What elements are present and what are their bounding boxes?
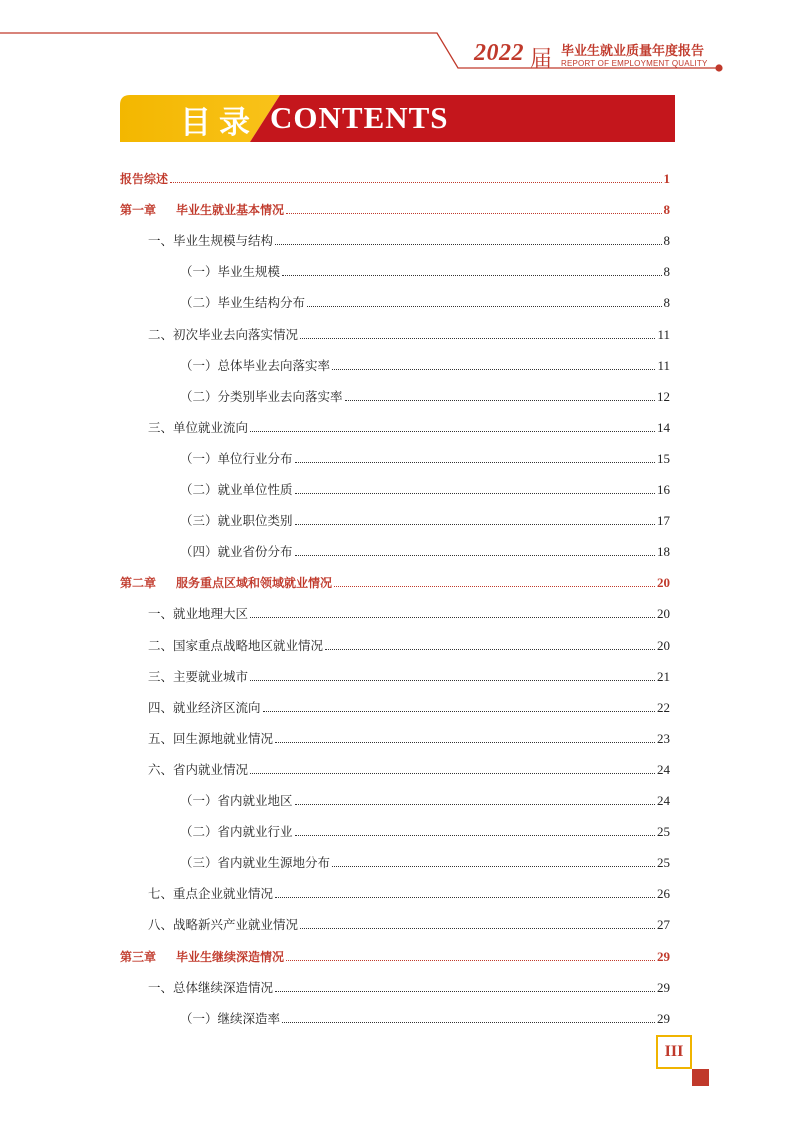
toc-dot-leader — [250, 680, 655, 681]
toc-entry[interactable] — [148, 323, 670, 343]
toc-entry-label — [180, 1011, 280, 1027]
toc-entry-label — [148, 606, 248, 622]
toc-entry-label — [120, 575, 332, 591]
header-title-cn: 毕业生就业质量年度报告 — [561, 44, 705, 59]
toc-page-number: 29 — [657, 979, 670, 995]
toc-page-number: 24 — [657, 761, 670, 777]
toc-entry-title: （一）毕业生规模 — [180, 264, 281, 280]
toc-page-number: 17 — [657, 513, 670, 529]
toc-dot-leader — [282, 275, 661, 276]
toc-entry[interactable] — [180, 851, 670, 871]
toc-page-number: 20 — [657, 606, 670, 622]
toc-page-number: 16 — [657, 482, 670, 497]
toc-dot-leader — [170, 182, 661, 183]
toc-page-number: 23 — [657, 730, 670, 746]
toc-dot-leader — [275, 897, 655, 898]
toc-entry-title: 一、毕业生规模与结构 — [148, 233, 274, 249]
toc-entry-title: 五、回生源地就业情况 — [148, 730, 274, 746]
toc-entry-title: （一）总体毕业去向落实率 — [180, 357, 331, 373]
toc-page-number: 22 — [657, 699, 670, 715]
toc-dot-leader — [275, 991, 655, 992]
toc-entry[interactable] — [120, 198, 670, 218]
toc-entry-label — [148, 886, 273, 902]
toc-entry-title: 八、战略新兴产业就业情况 — [148, 917, 299, 933]
toc-entry-label — [180, 264, 280, 280]
toc-entry[interactable] — [180, 1007, 670, 1027]
toc-entry[interactable] — [148, 229, 670, 249]
toc-dot-leader — [295, 835, 655, 836]
toc-entry-title: 六、省内就业情况 — [148, 761, 249, 777]
toc-page-number: 11 — [657, 326, 670, 342]
toc-dot-leader — [250, 431, 655, 432]
toc-page-number: 8 — [663, 295, 670, 311]
toc-entry-title: （二）分类别毕业去向落实率 — [180, 388, 343, 404]
toc-entry[interactable] — [148, 913, 670, 933]
toc-page-number: 8 — [663, 202, 670, 218]
toc-entry-label — [180, 451, 293, 467]
toc-entry[interactable] — [148, 696, 670, 716]
toc-dot-leader — [295, 493, 655, 494]
toc-entry[interactable] — [180, 447, 670, 467]
banner-title-en: CONTENTS — [270, 100, 449, 135]
toc-entry[interactable] — [180, 478, 670, 498]
toc-page-number: 8 — [663, 264, 670, 280]
toc-entry-label — [120, 202, 284, 218]
toc-entry-label — [180, 855, 330, 871]
toc-dot-leader — [300, 928, 655, 929]
toc-page-number: 20 — [657, 637, 670, 653]
toc-entry-label — [180, 482, 293, 498]
toc-entry[interactable] — [180, 291, 670, 311]
toc-page-number: 14 — [657, 419, 670, 435]
toc-entry[interactable] — [148, 976, 670, 996]
toc-entry-label — [148, 762, 248, 778]
header-title-en: REPORT OF EMPLOYMENT QUALITY — [561, 59, 708, 68]
banner-title-cn: 目录 — [180, 105, 258, 141]
toc-entry-label — [148, 327, 298, 343]
toc-entry-label — [180, 513, 293, 529]
toc-page-number: 25 — [657, 855, 670, 871]
toc-dot-leader — [275, 244, 661, 245]
toc-entry[interactable] — [180, 509, 670, 529]
toc-entry-title: （三）就业职位类别 — [180, 513, 293, 529]
toc-dot-leader — [250, 617, 655, 618]
toc-entry-title: （二）就业单位性质 — [180, 482, 293, 497]
toc-entry-label — [180, 793, 293, 809]
toc-chapter-number: 第二章 — [120, 576, 157, 591]
toc-entry[interactable] — [148, 416, 670, 436]
header-year: 2022 — [474, 40, 524, 66]
toc-page-number: 26 — [657, 886, 670, 902]
footer-square-decoration — [692, 1069, 709, 1086]
toc-page-number: 12 — [657, 388, 670, 404]
page-number-box — [656, 1035, 692, 1069]
toc-dot-leader — [332, 369, 655, 370]
toc-dot-leader — [263, 711, 655, 712]
toc-dot-leader — [332, 866, 655, 867]
toc-entry[interactable] — [120, 167, 670, 187]
toc-entry-title: 三、主要就业城市 — [148, 668, 249, 684]
toc-entry-label — [148, 917, 298, 933]
toc-dot-leader — [295, 555, 655, 556]
toc-page-number: 21 — [657, 668, 670, 684]
toc-dot-leader — [286, 213, 661, 214]
toc-entry-title: （四）就业省份分布 — [180, 544, 293, 560]
toc-dot-leader — [250, 773, 655, 774]
toc-dot-leader — [300, 338, 655, 339]
toc-entry-title: 毕业生继续深造情况 — [176, 949, 285, 964]
toc-page-number: 11 — [657, 357, 670, 373]
toc-dot-leader — [334, 586, 655, 587]
toc-entry-title: 四、就业经济区流向 — [148, 699, 261, 715]
toc-entry-title: 报告综述 — [120, 172, 169, 186]
toc-entry-label — [148, 233, 273, 249]
toc-entry-title: （二）毕业生结构分布 — [180, 295, 306, 311]
toc-entry[interactable] — [120, 945, 670, 965]
toc-entry-title: （二）省内就业行业 — [180, 824, 293, 840]
toc-dot-leader — [282, 1022, 655, 1023]
toc-entry-label — [148, 669, 248, 685]
toc-dot-leader — [325, 649, 655, 650]
page-number: III — [664, 1043, 684, 1060]
toc-dot-leader — [295, 524, 655, 525]
toc-entry[interactable] — [180, 354, 670, 374]
toc-entry[interactable] — [180, 385, 670, 405]
toc-entry-label — [180, 824, 293, 840]
toc-entry-label — [180, 389, 343, 405]
toc-entry-title: （一）单位行业分布 — [180, 450, 293, 466]
toc-entry[interactable] — [180, 260, 670, 280]
toc-entry[interactable] — [148, 727, 670, 747]
toc-entry[interactable] — [148, 665, 670, 685]
toc-entry-title: 二、国家重点战略地区就业情况 — [148, 637, 324, 653]
toc-entry-label — [180, 295, 305, 311]
toc-entry[interactable] — [148, 882, 670, 902]
toc-entry-title: 二、初次毕业去向落实情况 — [148, 326, 299, 342]
toc-entry-label — [120, 171, 168, 187]
toc-chapter-number: 第一章 — [120, 203, 157, 218]
toc-entry-title: 一、总体继续深造情况 — [148, 979, 274, 995]
toc-dot-leader — [286, 960, 655, 961]
toc-entry-title: 三、单位就业流向 — [148, 419, 249, 435]
toc-dot-leader — [295, 804, 655, 805]
toc-entry-title: （一）省内就业地区 — [180, 793, 293, 808]
toc-entry[interactable] — [148, 602, 670, 622]
header-suffix: 届 — [530, 47, 553, 72]
toc-entry[interactable] — [180, 540, 670, 560]
toc-entry[interactable] — [180, 820, 670, 840]
toc-entry-title: 七、重点企业就业情况 — [148, 886, 274, 902]
toc-page-number: 15 — [657, 450, 670, 466]
toc-entry-label — [148, 731, 273, 747]
toc-chapter-number: 第三章 — [120, 949, 157, 964]
toc-page-number: 25 — [657, 824, 670, 840]
toc-entry-title: 一、就业地理大区 — [148, 606, 249, 622]
toc-page-number: 20 — [657, 575, 670, 591]
toc-entry[interactable] — [148, 634, 670, 654]
toc-entry-label — [180, 544, 293, 560]
toc-page-number: 29 — [657, 1010, 670, 1026]
toc-entry-label — [180, 358, 330, 374]
toc-dot-leader — [275, 742, 655, 743]
toc-entry-label — [148, 700, 261, 716]
toc-page-number: 29 — [657, 948, 670, 964]
toc-page-number: 27 — [657, 917, 670, 933]
toc-dot-leader — [345, 400, 655, 401]
toc-dot-leader — [307, 306, 661, 307]
toc-dot-leader — [295, 462, 655, 463]
toc-entry-title: 毕业生就业基本情况 — [176, 203, 285, 218]
toc-entry-label — [148, 420, 248, 436]
toc-entry-title: 服务重点区域和领域就业情况 — [176, 576, 333, 591]
toc-entry[interactable] — [148, 758, 670, 778]
toc-entry-label — [148, 980, 273, 996]
toc-entry-label — [148, 638, 323, 654]
toc-entry-title: （三）省内就业生源地分布 — [180, 855, 331, 871]
toc-page-number: 8 — [663, 233, 670, 249]
toc-entry-label — [120, 949, 284, 965]
toc-page-number: 24 — [657, 793, 670, 808]
toc-entry[interactable] — [120, 571, 670, 591]
toc-page-number: 18 — [657, 544, 670, 560]
toc-entry-title: （一）继续深造率 — [180, 1010, 281, 1026]
toc-page-number: 1 — [663, 171, 670, 186]
toc-entry[interactable] — [180, 789, 670, 809]
